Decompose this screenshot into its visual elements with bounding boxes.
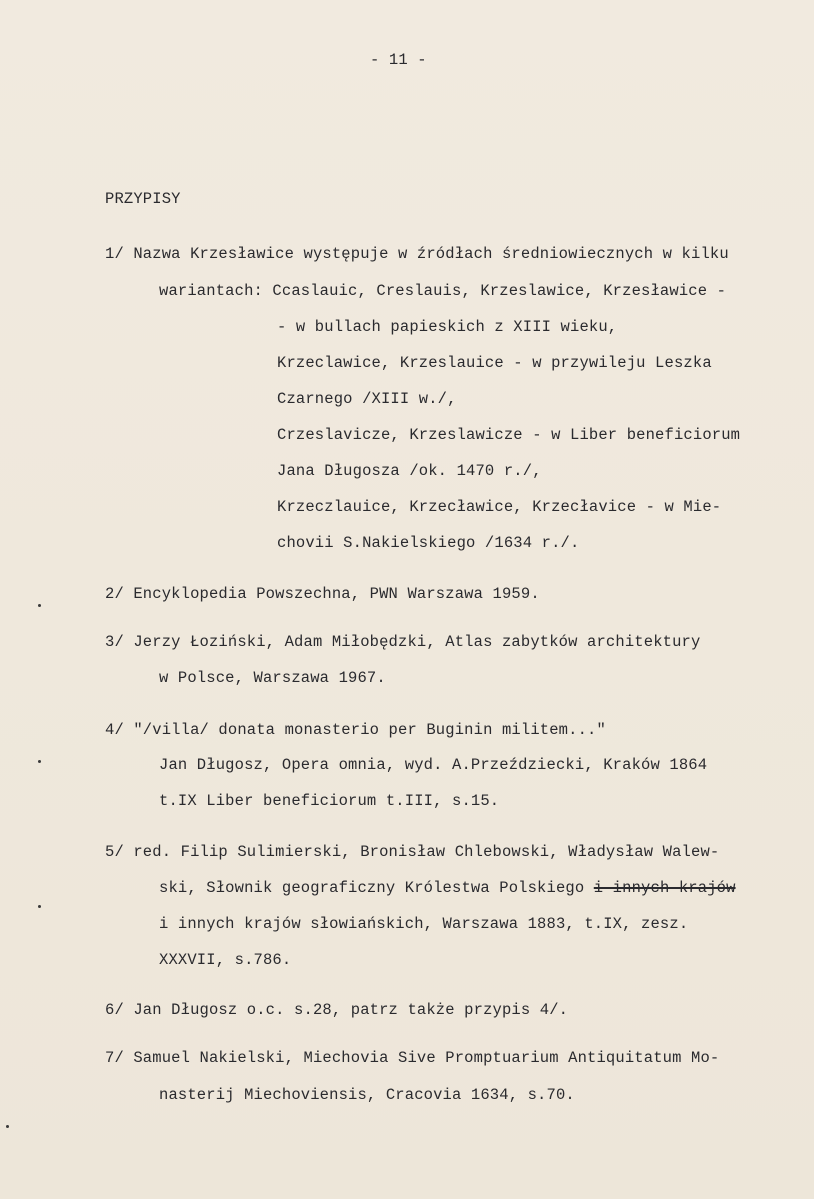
struck-out-text: i innych krajów [593, 879, 736, 897]
footnote-2 [105, 584, 540, 604]
footnote-4 [105, 720, 606, 740]
footnote-number: 3/ [105, 633, 124, 651]
footnote-text: red. Filip Sulimierski, Bronisław Chlebowski, Władysław Walew- [133, 843, 720, 861]
footnote-text: "/villa/ donata monasterio per Buginin militem..." [133, 721, 606, 739]
footnote-number: 1/ [105, 245, 124, 263]
paper-speck [38, 760, 41, 763]
footnote-text: Jerzy Łoziński, Adam Miłobędzki, Atlas zabytków architektury [133, 633, 701, 651]
footnote-text: Nazwa Krzesławice występuje w źródłach średniowiecznych w kilku [133, 245, 729, 263]
footnote-5 [105, 842, 719, 862]
footnote-text: ski, Słownik geograficzny Królestwa Polskiego [159, 879, 585, 897]
footnote-line: wariantach: Ccaslauic, Creslauis, Krzeslawice, Krzesławice - [159, 282, 727, 300]
footnote-number: 2/ [105, 585, 124, 603]
footnote-number: 5/ [105, 843, 124, 861]
footnote-line: t.IX Liber beneficiorum t.III, s.15. [159, 792, 500, 810]
footnote-text: Samuel Nakielski, Miechovia Sive Promptuarium Antiquitatum Mo- [133, 1049, 720, 1067]
footnote-line: Jana Długosza /ok. 1470 r./, [277, 462, 542, 480]
paper-speck [38, 905, 41, 908]
footnote-line: Krzeczlauice, Krzecławice, Krzecłavice - w Mie- [277, 498, 722, 516]
footnote-text: Encyklopedia Powszechna, PWN Warszawa 1959. [133, 585, 540, 603]
footnote-line: i innych krajów słowiańskich, Warszawa 1883, t.IX, zesz. [159, 915, 689, 933]
footnote-number: 6/ [105, 1001, 124, 1019]
page-number: - 11 - [370, 51, 427, 69]
footnote-line: XXXVII, s.786. [159, 951, 292, 969]
footnote-6 [105, 1000, 568, 1020]
footnote-line: Crzeslavicze, Krzeslawicze - w Liber beneficiorum [277, 426, 741, 444]
footnote-line: chovii S.Nakielskiego /1634 r./. [277, 534, 580, 552]
footnote-3 [105, 632, 700, 652]
footnote-line: w Polsce, Warszawa 1967. [159, 669, 386, 687]
footnote-line: - w bullach papieskich z XIII wieku, [277, 318, 618, 336]
footnote-number: 4/ [105, 721, 124, 739]
footnote-line: Jan Długosz, Opera omnia, wyd. A.Przeździecki, Kraków 1864 [159, 756, 708, 774]
paper-speck [38, 604, 41, 607]
section-heading: PRZYPISY [105, 190, 181, 208]
footnote-line: Krzeclawice, Krzeslauice - w przywileju Leszka [277, 354, 712, 372]
footnote-text: Jan Długosz o.c. s.28, patrz także przypis 4/. [133, 1001, 569, 1019]
footnote-line: nasterij Miechoviensis, Cracovia 1634, s.70. [159, 1086, 575, 1104]
footnote-line: Czarnego /XIII w./, [277, 390, 457, 408]
footnote-1 [105, 244, 729, 264]
footnote-7 [105, 1048, 719, 1068]
footnote-number: 7/ [105, 1049, 124, 1067]
paper-speck [6, 1125, 9, 1128]
footnote-line [159, 878, 736, 898]
